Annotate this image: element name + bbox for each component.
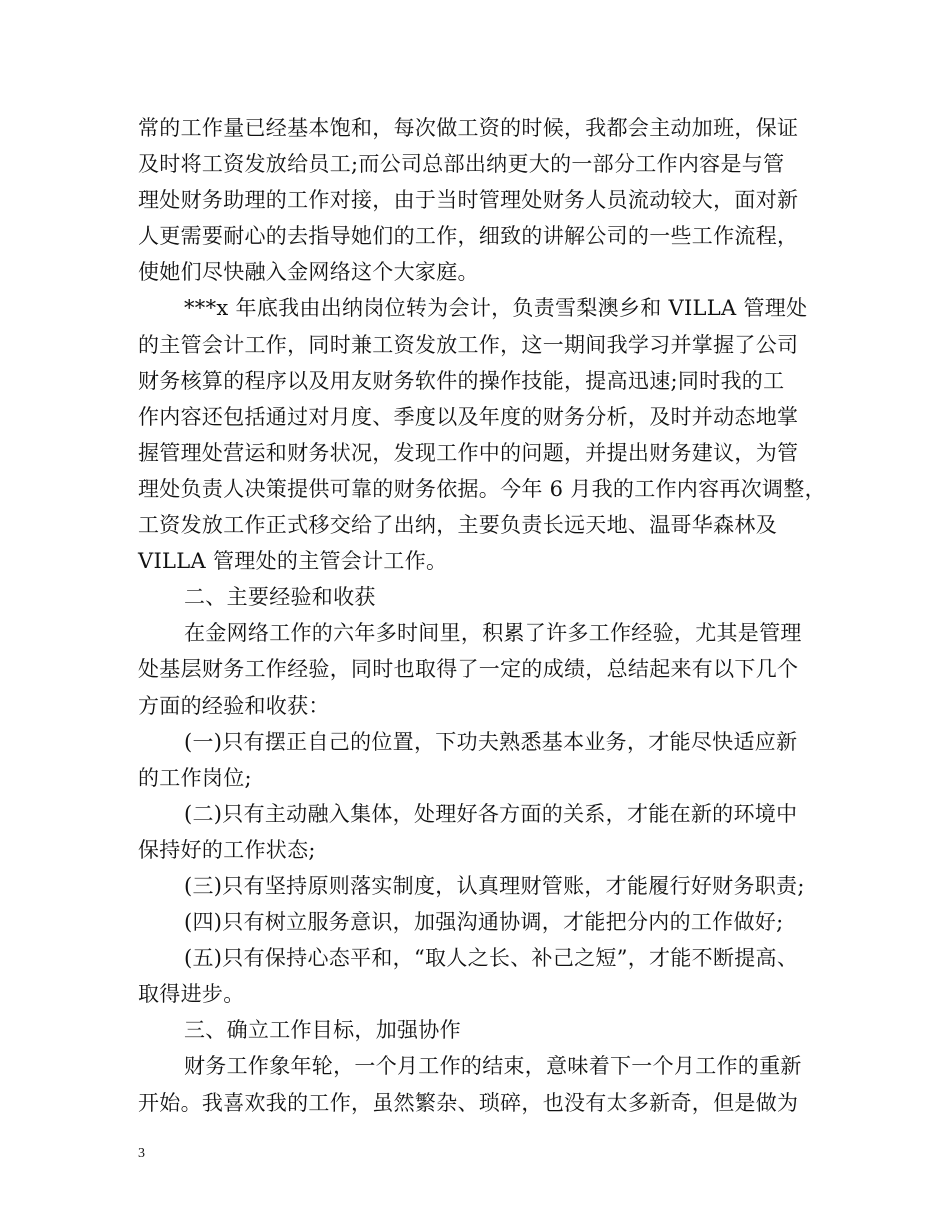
text-line: 握管理处营运和财务状况，发现工作中的问题，并提出财务建议，为管: [138, 440, 799, 465]
text-line: 的工作岗位;: [138, 765, 252, 790]
list-item: (三)只有坚持原则落实制度，认真理财管账，才能履行好财务职责;: [184, 873, 805, 898]
text-line: 处基层财务工作经验，同时也取得了一定的成绩，总结起来有以下几个: [138, 657, 799, 682]
page-number: 3: [138, 1146, 145, 1161]
list-item: (一)只有摆正自己的位置，下功夫熟悉基本业务，才能尽快适应新: [184, 729, 798, 754]
text-line: 及时将工资发放给员工;而公司总部出纳更大的一部分工作内容是与管: [138, 152, 785, 177]
paragraph-start: 财务工作象年轮，一个月工作的结束，意味着下一个月工作的重新: [184, 1054, 802, 1079]
text-line: 的主管会计工作，同时兼工资发放工作，这一期间我学习并掌握了公司: [138, 332, 799, 357]
text-line: 作内容还包括通过对月度、季度以及年度的财务分析，及时并动态地掌: [138, 404, 799, 429]
section-heading: 三、确立工作目标，加强协作: [184, 1018, 461, 1043]
list-item: (四)只有树立服务意识，加强沟通协调，才能把分内的工作做好;: [184, 910, 784, 935]
text-line: 使她们尽快融入金网络这个大家庭。: [138, 260, 479, 285]
text-line: 理处财务助理的工作对接，由于当时管理处财务人员流动较大，面对新: [138, 188, 799, 213]
text-line: 取得进步。: [138, 982, 245, 1007]
text-line: 开始。我喜欢我的工作，虽然繁杂、琐碎，也没有太多新奇，但是做为: [138, 1090, 799, 1115]
section-heading: 二、主要经验和收获: [184, 585, 376, 610]
paragraph-start: ***x 年底我由出纳岗位转为会计，负责雪梨澳乡和 VILLA 管理处: [184, 296, 808, 321]
text-line: 常的工作量已经基本饱和，每次做工资的时候，我都会主动加班，保证: [138, 116, 799, 140]
list-item: (二)只有主动融入集体，处理好各方面的关系，才能在新的环境中: [184, 801, 798, 826]
text-line: 保持好的工作状态;: [138, 837, 316, 862]
text-line: 人更需要耐心的去指导她们的工作，细致的讲解公司的一些工作流程，: [138, 224, 799, 249]
text-line: VILLA 管理处的主管会计工作。: [138, 549, 448, 574]
text-line: 工资发放工作正式移交给了出纳，主要负责长远天地、温哥华森林及: [138, 513, 777, 538]
text-line: 方面的经验和收获：: [138, 693, 330, 718]
list-item: (五)只有保持心态平和，“取人之长、补己之短”，才能不断提高、: [184, 946, 799, 971]
paragraph-start: 在金网络工作的六年多时间里，积累了许多工作经验，尤其是管理: [184, 621, 802, 646]
text-line: 理处负责人决策提供可靠的财务依据。今年 6 月我的工作内容再次调整，: [138, 476, 826, 501]
text-line: 财务核算的程序以及用友财务软件的操作技能，提高迅速;同时我的工: [138, 368, 785, 393]
body-text: [138, 110, 828, 1121]
